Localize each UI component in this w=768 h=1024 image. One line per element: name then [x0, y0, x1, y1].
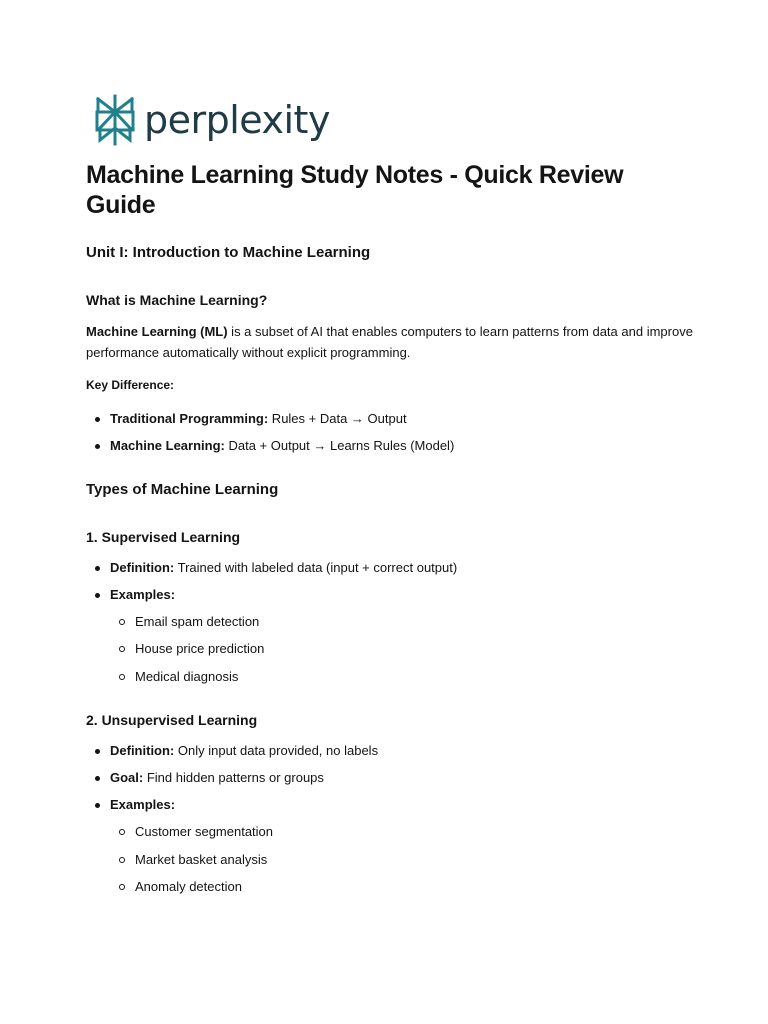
list-item: [110, 559, 457, 577]
section-heading-unsupervised: 2. Unsupervised Learning: [86, 712, 258, 728]
bullet-label: Examples:: [110, 587, 176, 602]
bullet-label: Goal:: [110, 770, 144, 785]
list-item: [110, 586, 175, 604]
bullet-text: Data + Output → Learns Rules (Model): [224, 438, 455, 453]
list-item: [110, 742, 378, 760]
bullet-text: Only input data provided, no labels: [174, 743, 379, 758]
ml-term: Machine Learning (ML): [86, 324, 228, 339]
sub-list-item: Email spam detection: [135, 614, 260, 629]
ml-definition-text: is a subset of AI that enables computers to learn patterns from data and improve performance automatically without explicit programming.: [86, 324, 693, 360]
list-item: [110, 769, 324, 787]
bullet-label: Definition:: [110, 560, 175, 575]
sub-list-item: Medical diagnosis: [135, 669, 239, 684]
brand-wordmark: perplexity: [144, 98, 330, 142]
bullet-text: Trained with labeled data (input + correct output): [174, 560, 458, 575]
list-item: [110, 796, 175, 814]
sub-list-item: Customer segmentation: [135, 824, 274, 839]
unit-heading: Unit I: Introduction to Machine Learning: [86, 244, 371, 261]
ml-definition-paragraph: [86, 321, 696, 363]
section-heading-supervised: 1. Supervised Learning: [86, 529, 241, 545]
sub-list-item: Market basket analysis: [135, 852, 268, 867]
brand-logo: [94, 94, 330, 146]
bullet-label: Traditional Programming:: [110, 411, 269, 426]
key-difference-label: Key Difference:: [86, 378, 175, 392]
sub-list-item: Anomaly detection: [135, 879, 242, 894]
section-heading-types: Types of Machine Learning: [86, 481, 279, 498]
bullet-label: Definition:: [110, 743, 175, 758]
bullet-label: Machine Learning:: [110, 438, 225, 453]
perplexity-logo-icon: [94, 94, 136, 146]
list-item: [110, 410, 407, 428]
section-heading-what-is-ml: What is Machine Learning?: [86, 292, 268, 308]
document-title: Machine Learning Study Notes - Quick Review Guide: [86, 161, 624, 219]
bullet-text: Find hidden patterns or groups: [143, 770, 324, 785]
list-item: [110, 437, 454, 455]
sub-list-item: House price prediction: [135, 641, 265, 656]
bullet-text: Rules + Data → Output: [268, 411, 407, 426]
bullet-label: Examples:: [110, 797, 176, 812]
